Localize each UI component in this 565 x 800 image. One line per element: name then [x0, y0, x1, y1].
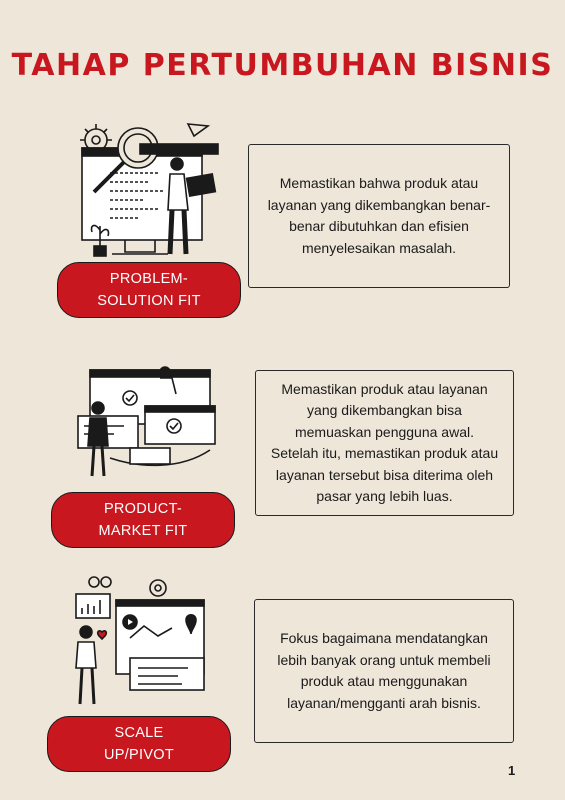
stage-2-label — [51, 492, 235, 548]
stage-3-description-text: Fokus bagaimana mendatangkan lebih banyak orang untuk membeli produk atau menggunakan layanan/mengganti arah bisnis. — [277, 630, 491, 711]
approval-windows-illustration — [70, 358, 230, 488]
stage-1-label-line-1: PROBLEM- — [109, 271, 189, 287]
stage-2-description-text: Memastikan produk atau layanan yang dikembangkan bisa memuaskan pengguna awal. Setelah itu, memastikan produk atau layanan tersebut bisa diterima oleh pasar yang lebih luas. — [270, 380, 499, 504]
stage-1-label — [57, 262, 241, 318]
stage-3-label — [47, 716, 231, 772]
stage-1-description-text: Memastikan bahwa produk atau layanan yang dikembangkan benar-benar dibutuhkan dan efisien menyelesaikan masalah. — [267, 175, 491, 256]
page-title: TAHAP PERTUMBUHAN BISNIS — [11, 48, 554, 83]
stage-3-label-line-1: SCALE — [114, 725, 164, 741]
stage-2-description — [255, 370, 514, 516]
stage-2-label-line-2: MARKET FIT — [98, 523, 188, 539]
marketing-dashboard-illustration — [68, 576, 218, 714]
stage-1-label-line-2: SOLUTION FIT — [97, 293, 201, 309]
stage-3-description — [254, 599, 514, 743]
stage-2-label-line-1: PRODUCT- — [103, 501, 183, 517]
page-number: 1 — [508, 763, 516, 778]
search-analytics-illustration — [70, 118, 230, 273]
stage-1-description — [248, 144, 510, 288]
stage-3-label-line-2: UP/PIVOT — [103, 747, 175, 763]
